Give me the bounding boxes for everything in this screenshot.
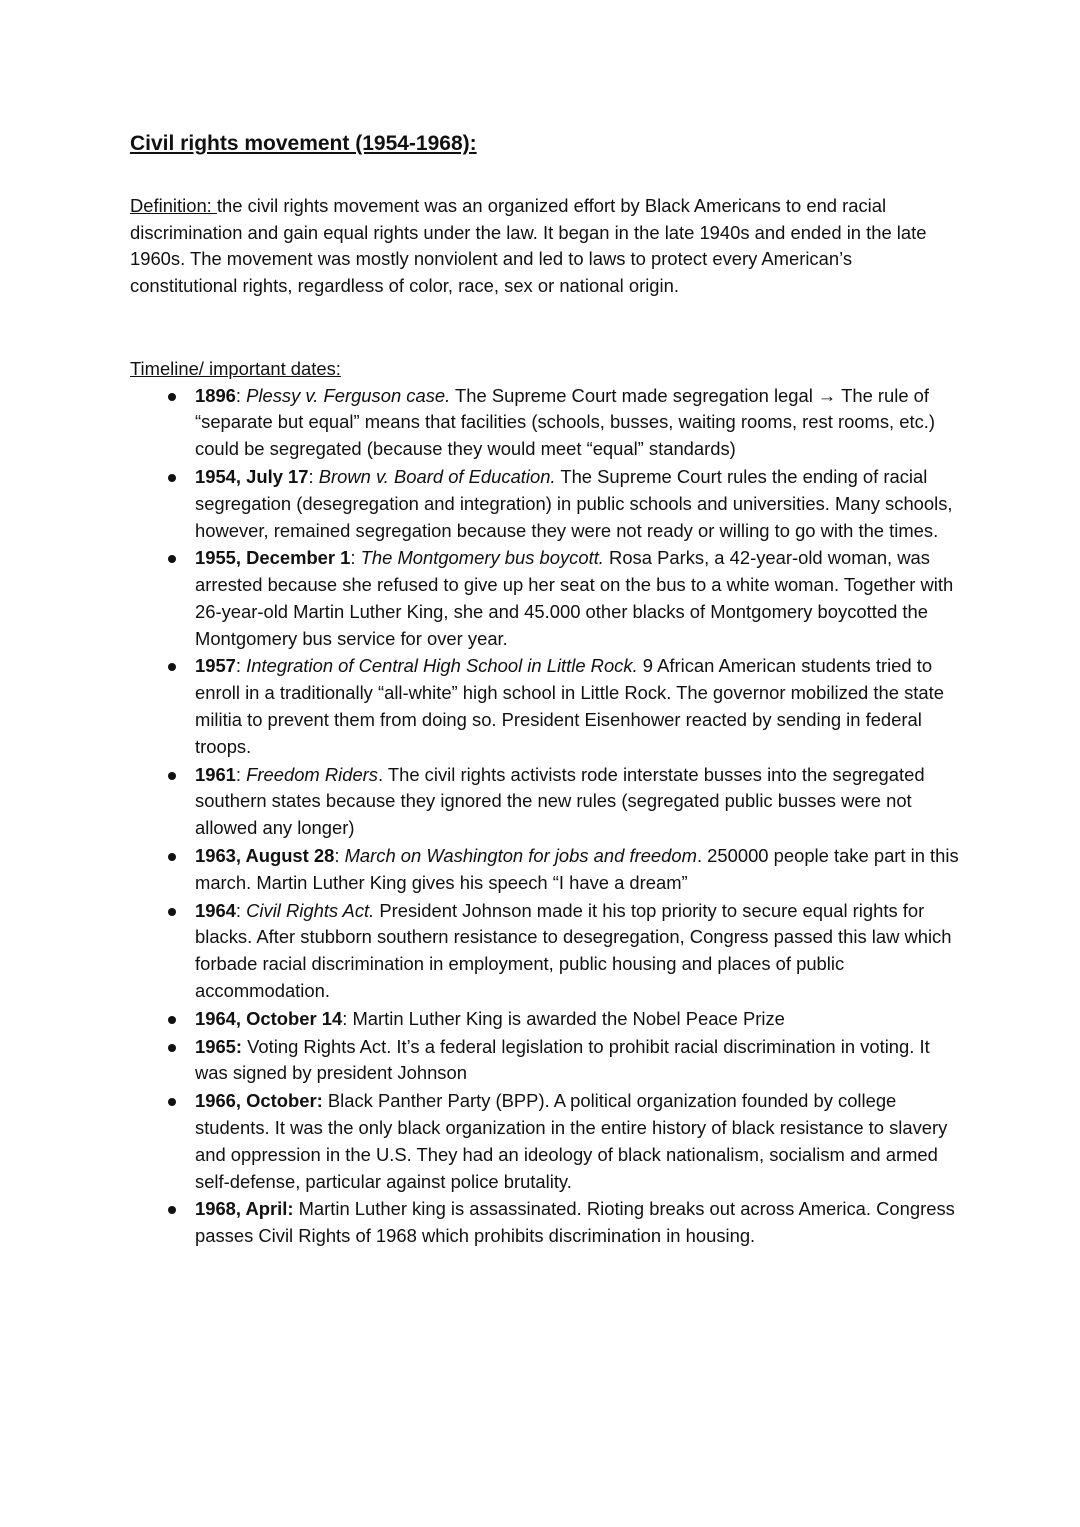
timeline-text: Black Panther Party (BPP). A political organization founded by college students. It was the only black organization in the entire history of black resistance to slavery and oppression in the U.S. They had an ideology of black nationalism, socialism and armed self-defense, particular against police brutality. xyxy=(195,1090,948,1192)
definition-paragraph xyxy=(130,193,930,300)
timeline-separator: : xyxy=(235,384,247,406)
bullet-icon xyxy=(168,772,176,780)
timeline-item xyxy=(130,843,965,897)
timeline-separator: : xyxy=(235,655,247,677)
document-page xyxy=(130,128,960,1251)
timeline-text: Martin Luther King is awarded the Nobel Peace Prize xyxy=(352,1007,785,1029)
timeline-item xyxy=(130,762,965,842)
timeline-text: . The civil rights activists rode interstate busses into the segregated southern states because they ignored the new rules (segregated public busses were not allowed any longer) xyxy=(195,763,925,839)
timeline-event: Freedom Riders xyxy=(246,763,378,785)
bullet-icon xyxy=(168,1016,176,1024)
timeline-event: Integration of Central High School in Little Rock. xyxy=(246,655,638,677)
timeline-event: Civil Rights Act. xyxy=(246,899,375,921)
definition-text: the civil rights movement was an organized effort by Black Americans to end racial discrimination and gain equal rights under the law. It began in the late 1940s and ended in the late 1960s. The movement was mostly nonviolent and led to laws to protect every American’s constitutional rights, regardless of color, race, sex or national origin. xyxy=(130,195,927,297)
timeline-date: 1964, October 14 xyxy=(195,1007,343,1029)
timeline-date: 1957 xyxy=(195,655,236,677)
timeline-date: 1961 xyxy=(195,763,236,785)
timeline-item xyxy=(130,898,965,1005)
timeline-event: The Montgomery bus boycott. xyxy=(360,547,604,569)
timeline-date: 1966, October: xyxy=(195,1090,323,1112)
timeline-item xyxy=(130,1088,965,1195)
timeline-text: Voting Rights Act. It’s a federal legislation to prohibit racial discrimination in voting. It was signed by president Johnson xyxy=(195,1035,930,1084)
timeline-separator: : xyxy=(342,1007,353,1029)
page-title: Civil rights movement (1954-1968): xyxy=(130,132,477,155)
timeline-event: March on Washington for jobs and freedom xyxy=(344,845,697,867)
timeline-item xyxy=(130,1034,965,1088)
timeline-item xyxy=(130,383,965,463)
bullet-icon xyxy=(168,1044,176,1052)
bullet-icon xyxy=(168,393,176,401)
timeline-separator: : xyxy=(235,899,247,921)
bullet-icon xyxy=(168,1098,176,1106)
timeline-event: Plessy v. Ferguson case. xyxy=(246,384,451,406)
timeline-text: Martin Luther king is assassinated. Rioting breaks out across America. Congress passes Civil Rights of 1968 which prohibits discrimination in housing. xyxy=(195,1198,955,1247)
timeline-date: 1968, April: xyxy=(195,1198,294,1220)
timeline-item xyxy=(130,464,965,544)
timeline-item xyxy=(130,1006,965,1033)
bullet-icon xyxy=(168,474,176,482)
bullet-icon xyxy=(168,663,176,671)
timeline-date: 1954, July 17 xyxy=(195,465,309,487)
bullet-icon xyxy=(168,555,176,563)
bullet-icon xyxy=(168,853,176,861)
timeline-item xyxy=(130,545,965,652)
timeline-date: 1896 xyxy=(195,384,236,406)
timeline-date: 1964 xyxy=(195,899,236,921)
timeline-item xyxy=(130,653,965,760)
timeline-text: The Supreme Court made segregation legal → The rule of “separate but equal” means that facilities (schools, busses, waiting rooms, rest rooms, etc.) could be segregated (because they would meet “equal” standards) xyxy=(195,384,936,460)
timeline-date: 1963, August 28 xyxy=(195,845,335,867)
timeline-text: . 250000 people take part in this march. Martin Luther King gives his speech “I have a dream” xyxy=(195,845,959,893)
timeline-event: Brown v. Board of Education. xyxy=(318,465,556,487)
timeline-separator: : xyxy=(334,845,345,867)
timeline-heading: Timeline/ important dates: xyxy=(130,357,341,379)
timeline-separator: : xyxy=(350,547,361,569)
timeline-text: President Johnson made it his top priority to secure equal rights for blacks. After stubborn southern resistance to desegregation, Congress passed this law which forbade racial discrimination in employment, public housing and places of public accommodation. xyxy=(195,899,952,1002)
timeline-text: The Supreme Court rules the ending of racial segregation (desegregation and integration) in public schools and universities. Many schools, however, remained segregation because they were not ready or willing to go with the times. xyxy=(195,465,953,541)
timeline-separator: : xyxy=(308,465,319,487)
bullet-icon xyxy=(168,908,176,916)
timeline-item xyxy=(130,1196,965,1250)
timeline-text: 9 African American students tried to enroll in a traditionally “all-white” high school in Little Rock. The governor mobilized the state militia to prevent them from doing so. President Eisenhower reacted by sending in federal troops. xyxy=(195,655,944,757)
timeline-list xyxy=(130,383,960,1251)
bullet-icon xyxy=(168,1206,176,1214)
timeline-date: 1955, December 1 xyxy=(195,547,351,569)
timeline-text: Rosa Parks, a 42-year-old woman, was arrested because she refused to give up her seat on the bus to a white woman. Together with 26-year-old Martin Luther King, she and 45.000 other blacks of Montgomery boycotted the Montgomery bus service for over year. xyxy=(195,547,954,649)
timeline-separator: : xyxy=(235,763,247,785)
timeline-date: 1965: xyxy=(195,1035,243,1057)
definition-label: Definition: xyxy=(130,195,217,216)
